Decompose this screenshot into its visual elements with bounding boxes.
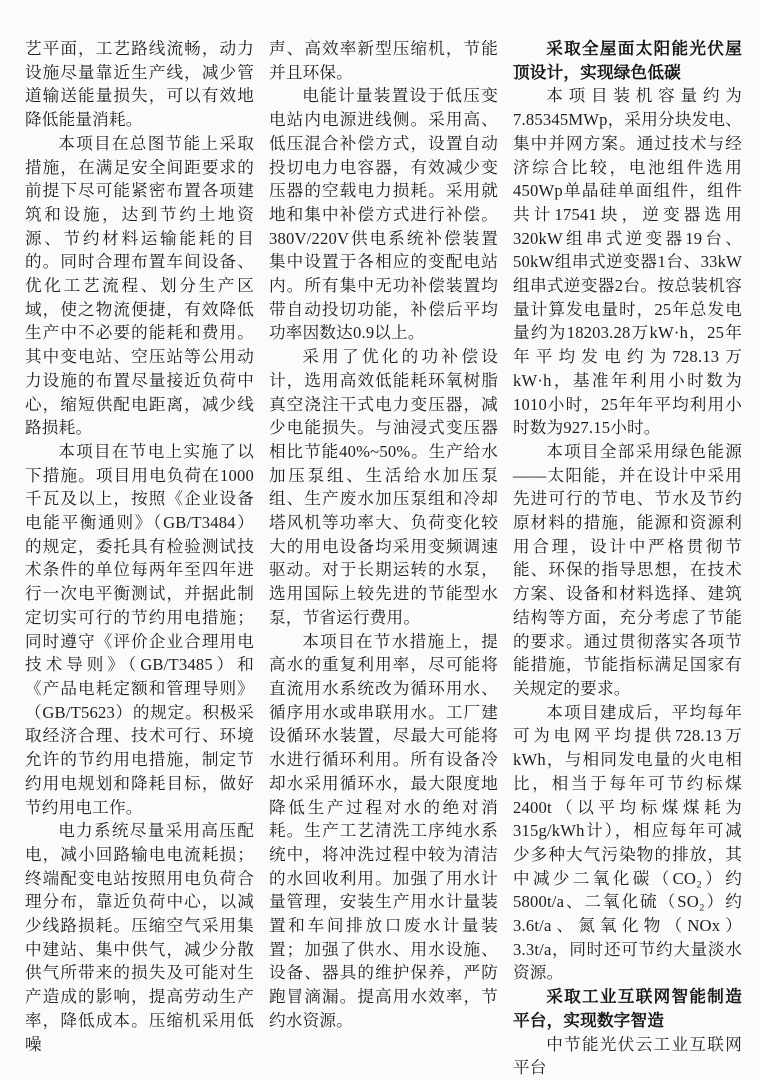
- body-paragraph: 本项目建成后，平均每年可为电网平均提供728.13万kWh，与相同发电量的火电相比，相当于每年可节约标煤2400t（以平均标煤煤耗为315g/kWh计），相应每年可减少多种大气污染物的排放，其中减少二氧化碳（CO₂）约5800t/a、二氧化硫（SO₂）约3.6t/a、氮氧化物（NOx）3.3t/a，同时还可节约大量淡水资源。: [513, 702, 742, 983]
- text-column-1: [25, 37, 254, 1080]
- body-paragraph: 本项目在总图节能上采取措施，在满足安全间距要求的前提下尽可能紧密布置各项建筑和设施，达到节约土地资源、节约材料运输能耗的目的。同时合理布置车间设备、优化工艺流程、划分生产区域，使之物流便捷，有效降低生产中不必要的能耗和费用。其中变电站、空压站等公用动力设施的布置尽量接近负荷中心，缩短供配电距离，减少线路损耗。: [25, 133, 254, 438]
- text-column-3: [513, 37, 742, 1080]
- section-heading: 采取工业互联网智能制造平台，实现数字智造: [513, 987, 742, 1030]
- body-paragraph: 本项目在节水措施上，提高水的重复利用率，尽可能将直流用水系统改为循环用水、循序用水或串联用水。工厂建设循环水装置，尽最大可能将水进行循环利用。所有设备冷却水采用循环水，最大限度地降低生产过程对水的绝对消耗。生产工艺清洗工序纯水系统中，将冲洗过程中较为清洁的水回收利用。加强了用水计量管理，安装生产用水计量装置和车间排放口废水计量装置；加强了供水、用水设施、设备、器具的维护保养，严防跑冒滴漏。提高用水效率，节约水资源。: [269, 631, 498, 1030]
- section-heading: 采取全屋面太阳能光伏屋顶设计，实现绿色低碳: [513, 39, 742, 82]
- body-paragraph: 本项目装机容量约为7.85345MWp，采用分块发电、集中并网方案。通过技术与经济综合比较，电池组件选用450Wp单晶硅单面组件，组件共计17541块，逆变器选用320kW组串式逆变器19台、50kW组串式逆变器1台、33kW组串式逆变器2台。按总装机容量计算发电量时，25年总发电量约为18203.28万kW·h，25年年平均发电约为728.13万kW·h，基准年利用小时数为1010小时，25年年平均利用小时数为927.15小时。: [513, 86, 742, 438]
- body-paragraph: 采用了优化的功补偿设计，选用高效低能耗环氧树脂真空浇注干式电力变压器，减少电能损失。与油浸式变压器相比节能40%~50%。生产给水加压泵组、生活给水加压泵组、生产废水加压泵组和冷却塔风机等功率大、负荷变化较大的用电设备均采用变频调速驱动。对于长期运转的水泵，选用国际上较先进的节能型水泵，节省运行费用。: [269, 347, 498, 627]
- text-column-2: [269, 37, 498, 1080]
- body-paragraph: 电能计量装置设于低压变电站内电源进线侧。采用高、低压混合补偿方式，设置自动投切电力电容器，有效减少变压器的空载电力损耗。采用就地和集中补偿方式进行补偿。380V/220V供电系统补偿装置集中设置于各相应的变配电站内。所有集中无功补偿装置均带自动投切功能，补偿后平均功率因数达0.9以上。: [269, 86, 498, 343]
- body-paragraph: 本项目在节电上实施了以下措施。项目用电负荷在1000千瓦及以上，按照《企业设备电能平衡通则》（GB/T3484）的规定，委托具有检验测试技术条件的单位每两年至四年进行一次电平衡测试，并据此制定切实可行的节约用电措施；同时遵守《评价企业合理用电技术导则》（GB/T3485）和《产品电耗定额和管理导则》（GB/T5623）的规定。积极采取经济合理、技术可行、环境允许的节约用电措施，制定节约用电规划和降耗目标，做好节约用电工作。: [25, 441, 254, 817]
- body-paragraph: 电力系统尽量采用高压配电，减小回路输电电流耗损；终端配变电站按照用电负荷合理分布，靠近负荷中心，以减少线路损耗。压缩空气采用集中建站、集中供气，减少分散供气所带来的损失及可能对生产造成的影响，提高劳动生产率，降低成本。压缩机采用低噪: [25, 821, 254, 1054]
- body-paragraph: 艺平面，工艺路线流畅，动力设施尽量靠近生产线，减少管道输送能量损失，可以有效地降低能量消耗。: [25, 39, 254, 130]
- body-paragraph: 声、高效率新型压缩机，节能并且环保。: [269, 39, 498, 82]
- body-paragraph: 中节能光伏云工业互联网平台: [513, 1034, 742, 1078]
- text-columns: [25, 37, 741, 1080]
- body-paragraph: 本项目全部采用绿色能源——太阳能，并在设计中采用先进可行的节电、节水及节约原材料的措施，能源和资源利用合理，设计中严格贯彻节能、环保的指导思想，在技术方案、设备和材料选择、建筑结构等方面，充分考虑了节能的要求。通过贯彻落实各项节能措施，节能指标满足国家有关规定的要求。: [513, 441, 742, 698]
